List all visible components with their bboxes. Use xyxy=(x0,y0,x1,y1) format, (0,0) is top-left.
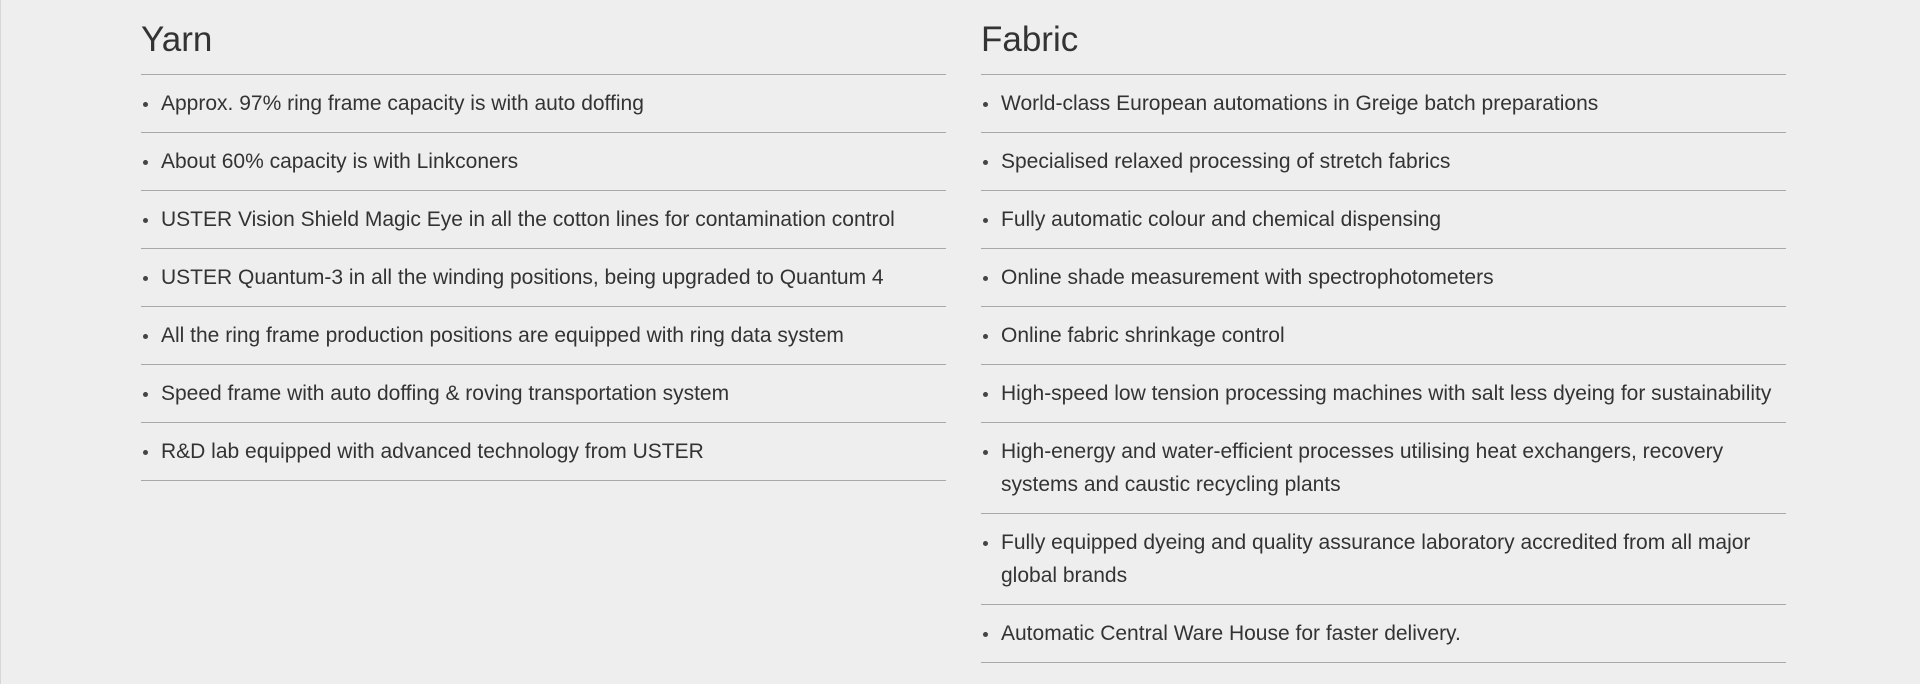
fabric-section xyxy=(981,18,1786,663)
yarn-list-item: All the ring frame production positions are equipped with ring data system xyxy=(141,307,946,365)
fabric-list-item: Specialised relaxed processing of stretch fabrics xyxy=(981,133,1786,191)
fabric-heading: Fabric xyxy=(981,18,1786,75)
fabric-list-item: High-energy and water-efficient processes utilising heat exchangers, recovery systems and caustic recycling plants xyxy=(981,423,1786,514)
yarn-list xyxy=(141,75,946,481)
fabric-list-item: Fully equipped dyeing and quality assurance laboratory accredited from all major global brands xyxy=(981,514,1786,605)
fabric-list-item: Automatic Central Ware House for faster delivery. xyxy=(981,605,1786,663)
yarn-heading: Yarn xyxy=(141,18,946,75)
yarn-list-item: About 60% capacity is with Linkconers xyxy=(141,133,946,191)
fabric-list-item: Fully automatic colour and chemical dispensing xyxy=(981,191,1786,249)
yarn-list-item: R&D lab equipped with advanced technology from USTER xyxy=(141,423,946,481)
yarn-list-item: Approx. 97% ring frame capacity is with auto doffing xyxy=(141,75,946,133)
fabric-list-item: High-speed low tension processing machines with salt less dyeing for sustainability xyxy=(981,365,1786,423)
yarn-list-item: Speed frame with auto doffing & roving transportation system xyxy=(141,365,946,423)
fabric-list-item: Online fabric shrinkage control xyxy=(981,307,1786,365)
yarn-list-item: USTER Quantum-3 in all the winding positions, being upgraded to Quantum 4 xyxy=(141,249,946,307)
yarn-section xyxy=(141,18,946,481)
fabric-list xyxy=(981,75,1786,663)
yarn-list-item: USTER Vision Shield Magic Eye in all the cotton lines for contamination control xyxy=(141,191,946,249)
fabric-list-item: World-class European automations in Greige batch preparations xyxy=(981,75,1786,133)
fabric-list-item: Online shade measurement with spectrophotometers xyxy=(981,249,1786,307)
